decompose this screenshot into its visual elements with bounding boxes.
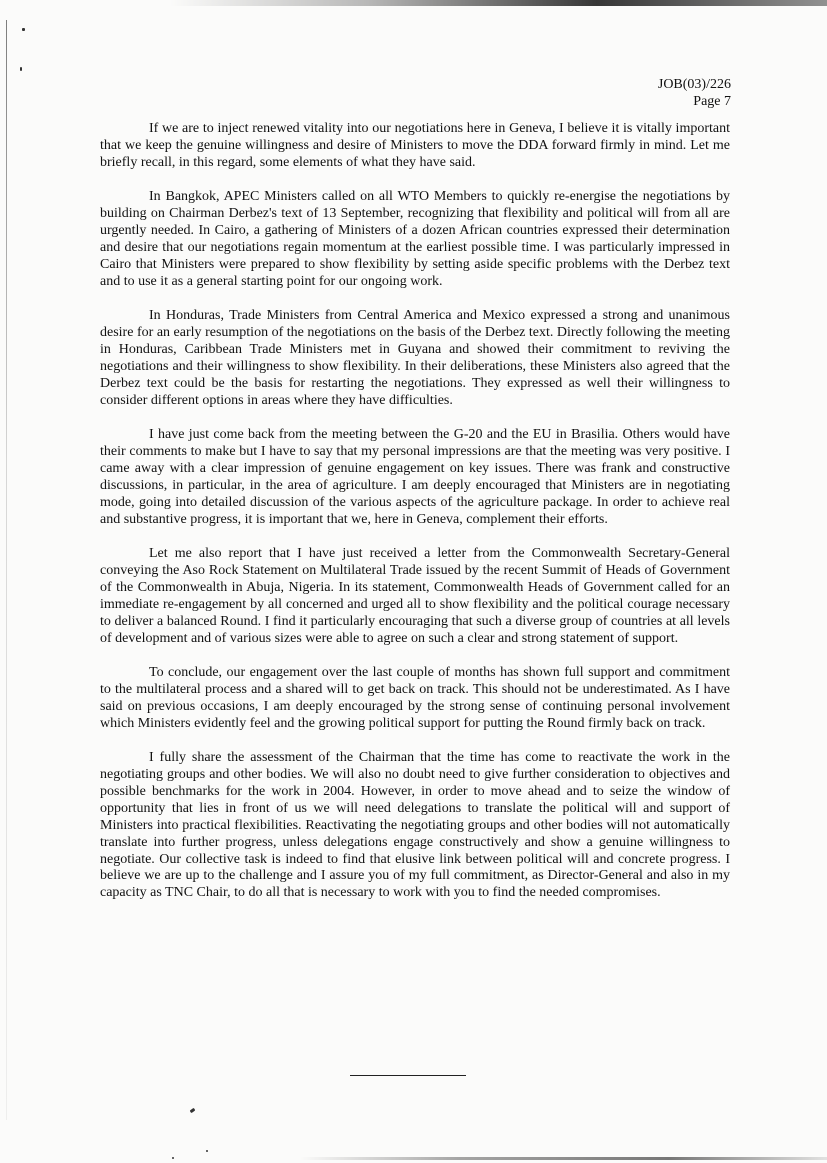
scan-edge-bottom xyxy=(300,1157,827,1160)
footer-rule xyxy=(350,1075,466,1076)
paragraph-reactivate-work: I fully share the assessment of the Chairman that the time has come to reactivate the work in the negotiating groups and other bodies. We will also no doubt need to give further consideration to objectives and possible benchmarks for the work in 2004. However, in order to move ahead and to seize the window of opportunity that lies in front of us we will need delegations to translate the political will and support of Ministers into practical flexibilities. Reactivating the negotiating groups and other bodies will not automatically translate into further progress, unless delegations engage constructively and show a genuine willingness to negotiate. Our collective task is indeed to find that elusive link between political will and concrete progress. I believe we are up to the challenge and I assure you of my full commitment, as Director-General and also in my capacity as TNC Chair, to do all that is necessary to work with you to find the needed compromises. xyxy=(100,750,730,901)
page-number: Page 7 xyxy=(693,94,731,109)
document-symbol: JOB(03)/226 xyxy=(657,77,731,92)
scan-speck xyxy=(206,1150,208,1152)
paragraph-commonwealth: Let me also report that I have just received a letter from the Commonwealth Secretary-General conveying the Aso Rock Statement on Multilateral Trade issued by the recent Summit of Heads of Government of the Commonwealth in Abuja, Nigeria. In its statement, Commonwealth Heads of Government called for an immediate re-engagement by all concerned and urged all to show flexibility and the political courage necessary to deliver a balanced Round. I find it particularly encouraging that such a diverse group of countries at all levels of development and of various sizes were able to agree on such a clear and strong statement of support. xyxy=(100,546,730,646)
paragraph-geneva-vitality: If we are to inject renewed vitality into our negotiations here in Geneva, I believe it is vitally important that we keep the genuine willingness and desire of Ministers to move the DDA forward firmly in mind. Let me briefly recall, in this regard, some elements of what they have said. xyxy=(100,121,730,170)
scan-speck xyxy=(22,28,25,31)
paragraph-brasilia: I have just come back from the meeting between the G-20 and the EU in Brasilia. Others would have their comments to make but I have to say that my personal impressions are that the meeting was very positive. I came away with a clear impression of genuine engagement on key issues. There was frank and constructive discussions, in particular, in the area of agriculture. I am deeply encouraged that Ministers are in negotiating mode, going into detailed discussion of the various aspects of the agriculture package. In order to achieve real and substantive progress, it is important that we, here in Geneva, complement their efforts. xyxy=(100,427,730,527)
scan-edge-top xyxy=(170,0,827,6)
document-header xyxy=(658,76,731,110)
scan-speck xyxy=(190,1108,196,1113)
paragraph-honduras-guyana: In Honduras, Trade Ministers from Central America and Mexico expressed a strong and unanimous desire for an early resumption of the negotiations on the basis of the Derbez text. Directly following the meeting in Honduras, Caribbean Trade Ministers met in Guyana and showed their commitment to reviving the negotiations and their willingness to show flexibility. In their deliberations, these Ministers also agreed that the Derbez text could be the basis for restarting the negotiations. They expressed as well their willingness to consider different options in areas where they have difficulties. xyxy=(100,308,730,408)
scan-speck xyxy=(172,1157,174,1159)
scan-speck xyxy=(20,67,22,71)
paragraph-bangkok-cairo: In Bangkok, APEC Ministers called on all WTO Members to quickly re-energise the negotiations by building on Chairman Derbez's text of 13 September, recognizing that flexibility and political will from all are urgently needed. In Cairo, a gathering of Ministers of a dozen African countries expressed their determination and desire that our negotiations regain momentum at the earliest possible time. I was particularly impressed in Cairo that Ministers were prepared to show flexibility by setting aside specific problems with the Derbez text and to use it as a general starting point for our ongoing work. xyxy=(100,189,730,289)
scan-edge-left xyxy=(6,20,7,1120)
document-body xyxy=(100,121,730,920)
paragraph-conclusion: To conclude, our engagement over the last couple of months has shown full support and commitment to the multilateral process and a shared will to get back on track. This should not be underestimated. As I have said on previous occasions, I am deeply encouraged by the strong sense of continuing personal involvement which Ministers evidently feel and the growing political support for putting the Round firmly back on track. xyxy=(100,664,730,731)
